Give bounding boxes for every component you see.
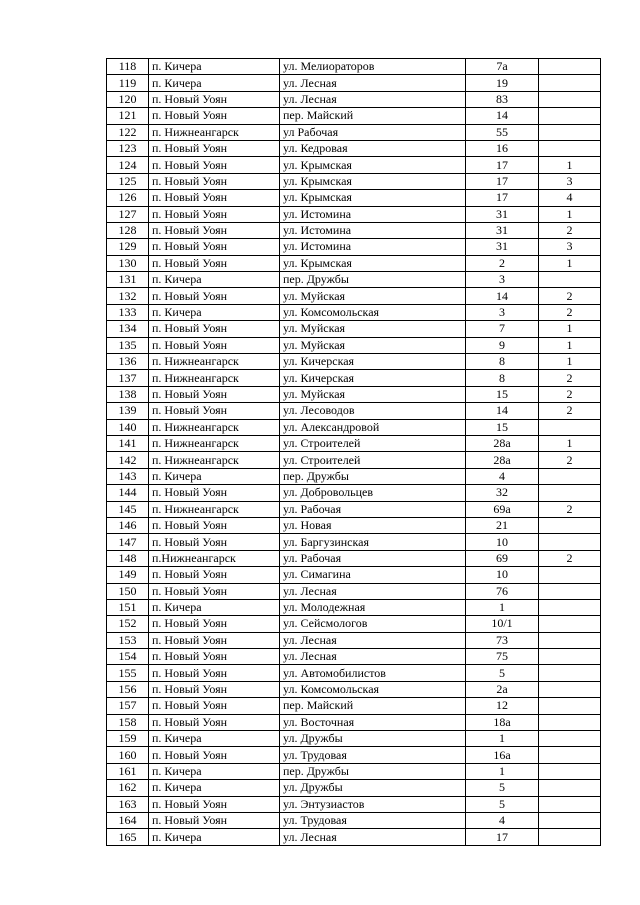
apartment-cell: 1: [539, 337, 601, 353]
apartment-cell: [539, 763, 601, 779]
locality-cell: п. Новый Уоян: [149, 206, 280, 222]
locality-cell: п. Новый Уоян: [149, 190, 280, 206]
row-number: 146: [107, 517, 149, 533]
house-number-cell: 10: [466, 534, 539, 550]
row-number: 130: [107, 255, 149, 271]
table-row: [107, 91, 601, 107]
table-row: [107, 173, 601, 189]
locality-cell: п. Новый Уоян: [149, 632, 280, 648]
house-number-cell: 4: [466, 468, 539, 484]
house-number-cell: 55: [466, 124, 539, 140]
table-row: [107, 501, 601, 517]
table-row: [107, 780, 601, 796]
table-row: [107, 747, 601, 763]
locality-cell: п. Нижнеангарск: [149, 370, 280, 386]
row-number: 148: [107, 550, 149, 566]
locality-cell: п. Нижнеангарск: [149, 354, 280, 370]
apartment-cell: [539, 796, 601, 812]
house-number-cell: 5: [466, 796, 539, 812]
row-number: 144: [107, 485, 149, 501]
street-cell: ул. Строителей: [280, 452, 466, 468]
row-number: 131: [107, 272, 149, 288]
locality-cell: п. Новый Уоян: [149, 91, 280, 107]
locality-cell: п. Новый Уоян: [149, 649, 280, 665]
locality-cell: п. Новый Уоян: [149, 288, 280, 304]
street-cell: ул. Комсомольская: [280, 304, 466, 320]
locality-cell: п. Новый Уоян: [149, 173, 280, 189]
table-row: [107, 550, 601, 566]
table-row: [107, 140, 601, 156]
locality-cell: п. Новый Уоян: [149, 567, 280, 583]
locality-cell: п. Нижнеангарск: [149, 419, 280, 435]
row-number: 126: [107, 190, 149, 206]
apartment-cell: [539, 108, 601, 124]
house-number-cell: 1: [466, 731, 539, 747]
house-number-cell: 31: [466, 239, 539, 255]
house-number-cell: 14: [466, 288, 539, 304]
street-cell: пер. Дружбы: [280, 272, 466, 288]
table-row: [107, 75, 601, 91]
apartment-cell: 1: [539, 255, 601, 271]
street-cell: ул Рабочая: [280, 124, 466, 140]
apartment-cell: [539, 681, 601, 697]
house-number-cell: 17: [466, 829, 539, 845]
locality-cell: п. Кичера: [149, 731, 280, 747]
apartment-cell: 2: [539, 403, 601, 419]
locality-cell: п. Новый Уоян: [149, 239, 280, 255]
table-row: [107, 124, 601, 140]
street-cell: пер. Дружбы: [280, 763, 466, 779]
street-cell: ул. Строителей: [280, 435, 466, 451]
table-row: [107, 354, 601, 370]
row-number: 133: [107, 304, 149, 320]
apartment-cell: 2: [539, 222, 601, 238]
row-number: 143: [107, 468, 149, 484]
locality-cell: п. Новый Уоян: [149, 337, 280, 353]
locality-cell: п. Новый Уоян: [149, 403, 280, 419]
locality-cell: п. Новый Уоян: [149, 698, 280, 714]
table-row: [107, 59, 601, 75]
apartment-cell: 1: [539, 206, 601, 222]
apartment-cell: [539, 124, 601, 140]
house-number-cell: 31: [466, 222, 539, 238]
locality-cell: п. Новый Уоян: [149, 812, 280, 828]
apartment-cell: [539, 485, 601, 501]
house-number-cell: 83: [466, 91, 539, 107]
apartment-cell: [539, 747, 601, 763]
table-row: [107, 534, 601, 550]
table-row: [107, 485, 601, 501]
row-number: 156: [107, 681, 149, 697]
row-number: 161: [107, 763, 149, 779]
table-row: [107, 239, 601, 255]
street-cell: ул. Лесная: [280, 829, 466, 845]
row-number: 129: [107, 239, 149, 255]
street-cell: ул. Симагина: [280, 567, 466, 583]
house-number-cell: 19: [466, 75, 539, 91]
row-number: 158: [107, 714, 149, 730]
street-cell: ул. Рабочая: [280, 550, 466, 566]
house-number-cell: 9: [466, 337, 539, 353]
locality-cell: п. Кичера: [149, 829, 280, 845]
table-row: [107, 403, 601, 419]
table-row: [107, 157, 601, 173]
street-cell: ул. Автомобилистов: [280, 665, 466, 681]
table-row: [107, 567, 601, 583]
house-number-cell: 10: [466, 567, 539, 583]
apartment-cell: [539, 419, 601, 435]
apartment-cell: 4: [539, 190, 601, 206]
row-number: 136: [107, 354, 149, 370]
address-table: [106, 58, 601, 846]
street-cell: ул. Крымская: [280, 255, 466, 271]
row-number: 139: [107, 403, 149, 419]
house-number-cell: 28а: [466, 452, 539, 468]
locality-cell: п. Новый Уоян: [149, 321, 280, 337]
street-cell: ул. Муйская: [280, 321, 466, 337]
table-row: [107, 763, 601, 779]
street-cell: ул. Лесная: [280, 583, 466, 599]
street-cell: ул. Крымская: [280, 173, 466, 189]
table-row: [107, 304, 601, 320]
locality-cell: п. Новый Уоян: [149, 681, 280, 697]
locality-cell: п. Новый Уоян: [149, 616, 280, 632]
row-number: 153: [107, 632, 149, 648]
locality-cell: п. Новый Уоян: [149, 222, 280, 238]
apartment-cell: 1: [539, 321, 601, 337]
street-cell: ул. Кичерская: [280, 370, 466, 386]
house-number-cell: 10/1: [466, 616, 539, 632]
locality-cell: п. Кичера: [149, 304, 280, 320]
house-number-cell: 15: [466, 386, 539, 402]
apartment-cell: [539, 599, 601, 615]
table-row: [107, 272, 601, 288]
row-number: 134: [107, 321, 149, 337]
apartment-cell: 2: [539, 386, 601, 402]
house-number-cell: 17: [466, 157, 539, 173]
table-row: [107, 255, 601, 271]
house-number-cell: 16а: [466, 747, 539, 763]
street-cell: ул. Новая: [280, 517, 466, 533]
apartment-cell: [539, 534, 601, 550]
locality-cell: п. Новый Уоян: [149, 157, 280, 173]
row-number: 124: [107, 157, 149, 173]
locality-cell: п. Новый Уоян: [149, 485, 280, 501]
apartment-cell: [539, 272, 601, 288]
table-row: [107, 321, 601, 337]
street-cell: ул. Рабочая: [280, 501, 466, 517]
locality-cell: п. Новый Уоян: [149, 517, 280, 533]
house-number-cell: 1: [466, 763, 539, 779]
locality-cell: п. Новый Уоян: [149, 747, 280, 763]
locality-cell: п. Нижнеангарск: [149, 435, 280, 451]
table-row: [107, 419, 601, 435]
apartment-cell: [539, 517, 601, 533]
street-cell: ул. Лесная: [280, 632, 466, 648]
table-row: [107, 435, 601, 451]
apartment-cell: [539, 616, 601, 632]
house-number-cell: 73: [466, 632, 539, 648]
locality-cell: п. Новый Уоян: [149, 796, 280, 812]
table-row: [107, 288, 601, 304]
locality-cell: п. Новый Уоян: [149, 140, 280, 156]
apartment-cell: [539, 632, 601, 648]
house-number-cell: 5: [466, 665, 539, 681]
table-row: [107, 731, 601, 747]
row-number: 145: [107, 501, 149, 517]
row-number: 165: [107, 829, 149, 845]
street-cell: ул. Сейсмологов: [280, 616, 466, 632]
street-cell: ул. Муйская: [280, 288, 466, 304]
table-row: [107, 599, 601, 615]
locality-cell: п. Новый Уоян: [149, 714, 280, 730]
row-number: 137: [107, 370, 149, 386]
table-row: [107, 386, 601, 402]
row-number: 155: [107, 665, 149, 681]
apartment-cell: 3: [539, 173, 601, 189]
house-number-cell: 4: [466, 812, 539, 828]
row-number: 128: [107, 222, 149, 238]
street-cell: ул. Лесная: [280, 75, 466, 91]
house-number-cell: 28а: [466, 435, 539, 451]
apartment-cell: [539, 140, 601, 156]
street-cell: пер. Майский: [280, 108, 466, 124]
locality-cell: п. Новый Уоян: [149, 583, 280, 599]
street-cell: пер. Майский: [280, 698, 466, 714]
street-cell: ул. Лесоводов: [280, 403, 466, 419]
apartment-cell: 3: [539, 239, 601, 255]
table-row: [107, 796, 601, 812]
street-cell: ул. Восточная: [280, 714, 466, 730]
apartment-cell: [539, 75, 601, 91]
table-row: [107, 452, 601, 468]
street-cell: ул. Крымская: [280, 190, 466, 206]
street-cell: ул. Муйская: [280, 337, 466, 353]
house-number-cell: 17: [466, 190, 539, 206]
row-number: 141: [107, 435, 149, 451]
row-number: 159: [107, 731, 149, 747]
street-cell: ул. Александровой: [280, 419, 466, 435]
house-number-cell: 14: [466, 403, 539, 419]
street-cell: ул. Кичерская: [280, 354, 466, 370]
locality-cell: п. Кичера: [149, 272, 280, 288]
apartment-cell: 2: [539, 452, 601, 468]
row-number: 152: [107, 616, 149, 632]
house-number-cell: 7: [466, 321, 539, 337]
table-row: [107, 583, 601, 599]
table-row: [107, 222, 601, 238]
street-cell: ул. Муйская: [280, 386, 466, 402]
street-cell: ул. Истомина: [280, 206, 466, 222]
table-row: [107, 649, 601, 665]
row-number: 151: [107, 599, 149, 615]
apartment-cell: [539, 59, 601, 75]
row-number: 125: [107, 173, 149, 189]
table-row: [107, 108, 601, 124]
house-number-cell: 69а: [466, 501, 539, 517]
apartment-cell: [539, 714, 601, 730]
apartment-cell: 2: [539, 550, 601, 566]
street-cell: ул. Мелиораторов: [280, 59, 466, 75]
table-row: [107, 665, 601, 681]
house-number-cell: 15: [466, 419, 539, 435]
locality-cell: п. Новый Уоян: [149, 665, 280, 681]
apartment-cell: [539, 665, 601, 681]
row-number: 121: [107, 108, 149, 124]
locality-cell: п. Новый Уоян: [149, 255, 280, 271]
street-cell: ул. Дружбы: [280, 780, 466, 796]
row-number: 147: [107, 534, 149, 550]
house-number-cell: 3: [466, 272, 539, 288]
house-number-cell: 3: [466, 304, 539, 320]
house-number-cell: 7а: [466, 59, 539, 75]
house-number-cell: 18а: [466, 714, 539, 730]
table-row: [107, 206, 601, 222]
table-row: [107, 632, 601, 648]
row-number: 132: [107, 288, 149, 304]
house-number-cell: 8: [466, 354, 539, 370]
table-row: [107, 698, 601, 714]
row-number: 119: [107, 75, 149, 91]
street-cell: ул. Дружбы: [280, 731, 466, 747]
house-number-cell: 12: [466, 698, 539, 714]
row-number: 163: [107, 796, 149, 812]
house-number-cell: 8: [466, 370, 539, 386]
table-row: [107, 681, 601, 697]
table-row: [107, 517, 601, 533]
locality-cell: п. Кичера: [149, 59, 280, 75]
apartment-cell: 2: [539, 501, 601, 517]
house-number-cell: 14: [466, 108, 539, 124]
row-number: 142: [107, 452, 149, 468]
street-cell: ул. Истомина: [280, 239, 466, 255]
apartment-cell: [539, 649, 601, 665]
apartment-cell: [539, 812, 601, 828]
row-number: 140: [107, 419, 149, 435]
row-number: 150: [107, 583, 149, 599]
apartment-cell: 2: [539, 304, 601, 320]
locality-cell: п. Нижнеангарск: [149, 452, 280, 468]
row-number: 123: [107, 140, 149, 156]
row-number: 154: [107, 649, 149, 665]
house-number-cell: 5: [466, 780, 539, 796]
locality-cell: п. Новый Уоян: [149, 386, 280, 402]
street-cell: ул. Комсомольская: [280, 681, 466, 697]
table-row: [107, 616, 601, 632]
house-number-cell: 1: [466, 599, 539, 615]
house-number-cell: 31: [466, 206, 539, 222]
row-number: 122: [107, 124, 149, 140]
locality-cell: п.Нижнеангарск: [149, 550, 280, 566]
house-number-cell: 69: [466, 550, 539, 566]
street-cell: ул. Трудовая: [280, 747, 466, 763]
street-cell: ул. Истомина: [280, 222, 466, 238]
locality-cell: п. Новый Уоян: [149, 108, 280, 124]
apartment-cell: [539, 583, 601, 599]
street-cell: ул. Трудовая: [280, 812, 466, 828]
apartment-cell: [539, 698, 601, 714]
locality-cell: п. Кичера: [149, 763, 280, 779]
row-number: 135: [107, 337, 149, 353]
street-cell: ул. Лесная: [280, 91, 466, 107]
apartment-cell: [539, 731, 601, 747]
house-number-cell: 2а: [466, 681, 539, 697]
street-cell: ул. Добровольцев: [280, 485, 466, 501]
address-table-body: [107, 59, 601, 846]
house-number-cell: 16: [466, 140, 539, 156]
apartment-cell: 1: [539, 157, 601, 173]
row-number: 138: [107, 386, 149, 402]
apartment-cell: 2: [539, 288, 601, 304]
row-number: 164: [107, 812, 149, 828]
table-row: [107, 829, 601, 845]
table-row: [107, 370, 601, 386]
row-number: 157: [107, 698, 149, 714]
locality-cell: п. Кичера: [149, 780, 280, 796]
street-cell: ул. Кедровая: [280, 140, 466, 156]
row-number: 127: [107, 206, 149, 222]
apartment-cell: 1: [539, 354, 601, 370]
locality-cell: п. Новый Уоян: [149, 534, 280, 550]
row-number: 162: [107, 780, 149, 796]
street-cell: ул. Молодежная: [280, 599, 466, 615]
house-number-cell: 32: [466, 485, 539, 501]
apartment-cell: [539, 468, 601, 484]
street-cell: ул. Крымская: [280, 157, 466, 173]
table-row: [107, 190, 601, 206]
locality-cell: п. Нижнеангарск: [149, 501, 280, 517]
apartment-cell: 2: [539, 370, 601, 386]
street-cell: пер. Дружбы: [280, 468, 466, 484]
house-number-cell: 17: [466, 173, 539, 189]
row-number: 120: [107, 91, 149, 107]
house-number-cell: 2: [466, 255, 539, 271]
apartment-cell: [539, 780, 601, 796]
row-number: 160: [107, 747, 149, 763]
street-cell: ул. Энтузиастов: [280, 796, 466, 812]
house-number-cell: 75: [466, 649, 539, 665]
table-row: [107, 812, 601, 828]
house-number-cell: 21: [466, 517, 539, 533]
house-number-cell: 76: [466, 583, 539, 599]
locality-cell: п. Кичера: [149, 599, 280, 615]
locality-cell: п. Нижнеангарск: [149, 124, 280, 140]
street-cell: ул. Баргузинская: [280, 534, 466, 550]
table-row: [107, 337, 601, 353]
apartment-cell: [539, 91, 601, 107]
apartment-cell: [539, 567, 601, 583]
row-number: 149: [107, 567, 149, 583]
table-row: [107, 468, 601, 484]
apartment-cell: [539, 829, 601, 845]
street-cell: ул. Лесная: [280, 649, 466, 665]
apartment-cell: 1: [539, 435, 601, 451]
table-row: [107, 714, 601, 730]
locality-cell: п. Кичера: [149, 75, 280, 91]
locality-cell: п. Кичера: [149, 468, 280, 484]
row-number: 118: [107, 59, 149, 75]
